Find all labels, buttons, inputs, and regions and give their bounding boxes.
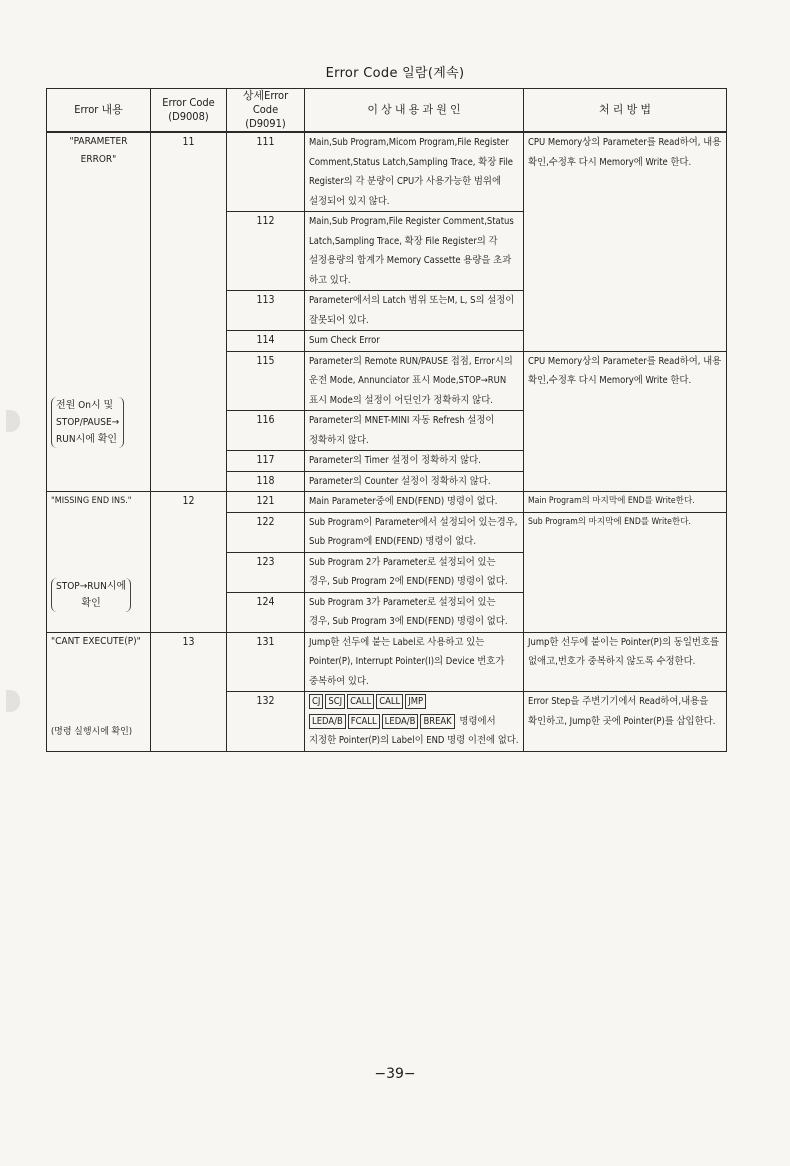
cause-text: Parameter의 Remote RUN/PAUSE 접점, Error시의 운전 Mode, Annunciator 표시 Mode,STOP→RUN 표시 Mode의 설정이 어딘인가 정확하지 않다. bbox=[305, 351, 524, 411]
header-error-code bbox=[151, 89, 227, 133]
header-detail-code-line1: 상세Error Code bbox=[242, 89, 289, 116]
instruction-box: BREAK bbox=[420, 714, 454, 729]
check-note bbox=[51, 397, 124, 448]
detail-code: 123 bbox=[227, 552, 305, 592]
detail-code: 131 bbox=[227, 632, 305, 692]
error-name: "MISSING END INS." bbox=[51, 496, 132, 506]
page-title: Error Code 일람(계속) bbox=[325, 66, 465, 81]
detail-code: 121 bbox=[227, 492, 305, 513]
cause-text: Parameter에서의 Latch 범위 또는M, L, S의 설정이 잘못되어 있다. bbox=[305, 291, 524, 331]
cause-text: Sub Program 3가 Parameter로 설정되어 있는 경우, Sub Program 3에 END(FEND) 명령이 없다. bbox=[305, 592, 524, 632]
action-text: CPU Memory상의 Parameter를 Read하여, 내용 확인,수정후 다시 Memory에 Write 한다. bbox=[524, 132, 727, 351]
instruction-box: CALL bbox=[347, 694, 374, 709]
cause-text: Main,Sub Program,File Register Comment,Status Latch,Sampling Trace, 확장 File Register의 각 설정용량의 합계가 Memory Cassette 용량을 초과 하고 있다. bbox=[305, 212, 524, 291]
instruction-box: FCALL bbox=[348, 714, 380, 729]
cause-text bbox=[305, 692, 524, 752]
error-cell-missing-end bbox=[47, 492, 151, 633]
note-line: STOP→RUN시에 bbox=[56, 581, 127, 592]
error-code-cell: 12 bbox=[151, 492, 227, 633]
header-detail-code bbox=[227, 89, 305, 133]
detail-code: 117 bbox=[227, 451, 305, 472]
cause-text: Sub Program 2가 Parameter로 설정되어 있는 경우, Sub Program 2에 END(FEND) 명령이 없다. bbox=[305, 552, 524, 592]
note-line: 전원 On시 및 bbox=[56, 400, 114, 411]
instruction-box: CALL bbox=[376, 694, 403, 709]
instruction-box: LEDA/B bbox=[382, 714, 419, 729]
header-error-code-line2: (D9008) bbox=[168, 110, 209, 123]
table-header-row bbox=[47, 89, 727, 133]
error-code-table bbox=[46, 88, 727, 752]
error-name: "PARAMETER ERROR" bbox=[69, 136, 128, 165]
instruction-box: LEDA/B bbox=[309, 714, 346, 729]
cause-text: Jump한 선두에 붙는 Label로 사용하고 있는 Pointer(P), Interrupt Pointer(I)의 Device 번호가 중복하여 있다. bbox=[305, 632, 524, 692]
action-text: Sub Program의 마지막에 END를 Write한다. bbox=[524, 512, 727, 632]
table-row bbox=[47, 492, 727, 513]
error-cell-parameter bbox=[47, 132, 151, 492]
header-cause: 이 상 내 용 과 원 인 bbox=[305, 89, 524, 133]
cause-text: Sub Program이 Parameter에서 설정되어 있는경우, Sub Program에 END(FEND) 명령이 없다. bbox=[305, 512, 524, 552]
detail-code: 111 bbox=[227, 132, 305, 212]
detail-code: 124 bbox=[227, 592, 305, 632]
detail-code: 114 bbox=[227, 331, 305, 352]
instruction-box: SCJ bbox=[325, 694, 345, 709]
note-line: STOP/PAUSE→ bbox=[56, 417, 120, 428]
error-code-cell: 11 bbox=[151, 132, 227, 492]
detail-code: 112 bbox=[227, 212, 305, 291]
header-error: Error 내용 bbox=[47, 89, 151, 133]
table-row bbox=[47, 632, 727, 692]
action-text: Main Program의 마지막에 END를 Write한다. bbox=[524, 492, 727, 513]
note-line: RUN시에 확인 bbox=[56, 434, 118, 445]
instruction-box: JMP bbox=[405, 694, 426, 709]
detail-code: 122 bbox=[227, 512, 305, 552]
cause-text: Main,Sub Program,Micom Program,File Register Comment,Status Latch,Sampling Trace, 확장 File Register의 각 분량이 CPU가 사용가능한 범위에 설정되어 있지 않다. bbox=[305, 132, 524, 212]
header-detail-code-line2: (D9091) bbox=[245, 117, 286, 130]
page-number: −39− bbox=[374, 1066, 416, 1082]
check-note bbox=[51, 578, 131, 612]
detail-code: 116 bbox=[227, 411, 305, 451]
check-note: (명령 실행시에 확인) bbox=[51, 726, 133, 737]
detail-code: 132 bbox=[227, 692, 305, 752]
action-text: Jump한 선두에 붙이는 Pointer(P)의 동일번호를 없애고,번호가 중복하지 않도록 수정한다. bbox=[524, 632, 727, 692]
action-text: CPU Memory상의 Parameter를 Read하여, 내용 확인,수정후 다시 Memory에 Write 한다. bbox=[524, 351, 727, 492]
binder-hole bbox=[6, 690, 20, 712]
binder-hole bbox=[6, 410, 20, 432]
detail-code: 115 bbox=[227, 351, 305, 411]
note-line: 확인 bbox=[81, 598, 101, 609]
cause-text: Parameter의 MNET-MINI 자동 Refresh 설정이 정확하지 않다. bbox=[305, 411, 524, 451]
instruction-box: CJ bbox=[309, 694, 323, 709]
error-code-cell: 13 bbox=[151, 632, 227, 751]
cause-suffix: 명령에서 지정한 Pointer(P)의 Label이 END 명령 이전에 없다. bbox=[309, 715, 519, 746]
header-action: 처 리 방 법 bbox=[524, 89, 727, 133]
cause-text: Parameter의 Counter 설정이 정확하지 않다. bbox=[305, 471, 524, 492]
detail-code: 113 bbox=[227, 291, 305, 331]
error-name: "CANT EXECUTE(P)" bbox=[51, 635, 141, 647]
header-error-code-line1: Error Code bbox=[162, 96, 215, 109]
detail-code: 118 bbox=[227, 471, 305, 492]
cause-text: Parameter의 Timer 설정이 정확하지 않다. bbox=[305, 451, 524, 472]
cause-text: Sum Check Error bbox=[305, 331, 524, 352]
error-cell-cant-execute bbox=[47, 632, 151, 751]
cause-text: Main Parameter중에 END(FEND) 명령이 없다. bbox=[305, 492, 524, 513]
table-row bbox=[47, 132, 727, 212]
action-text: Error Step을 주변기기에서 Read하여,내용을 확인하고, Jump한 곳에 Pointer(P)를 삽입한다. bbox=[524, 692, 727, 752]
